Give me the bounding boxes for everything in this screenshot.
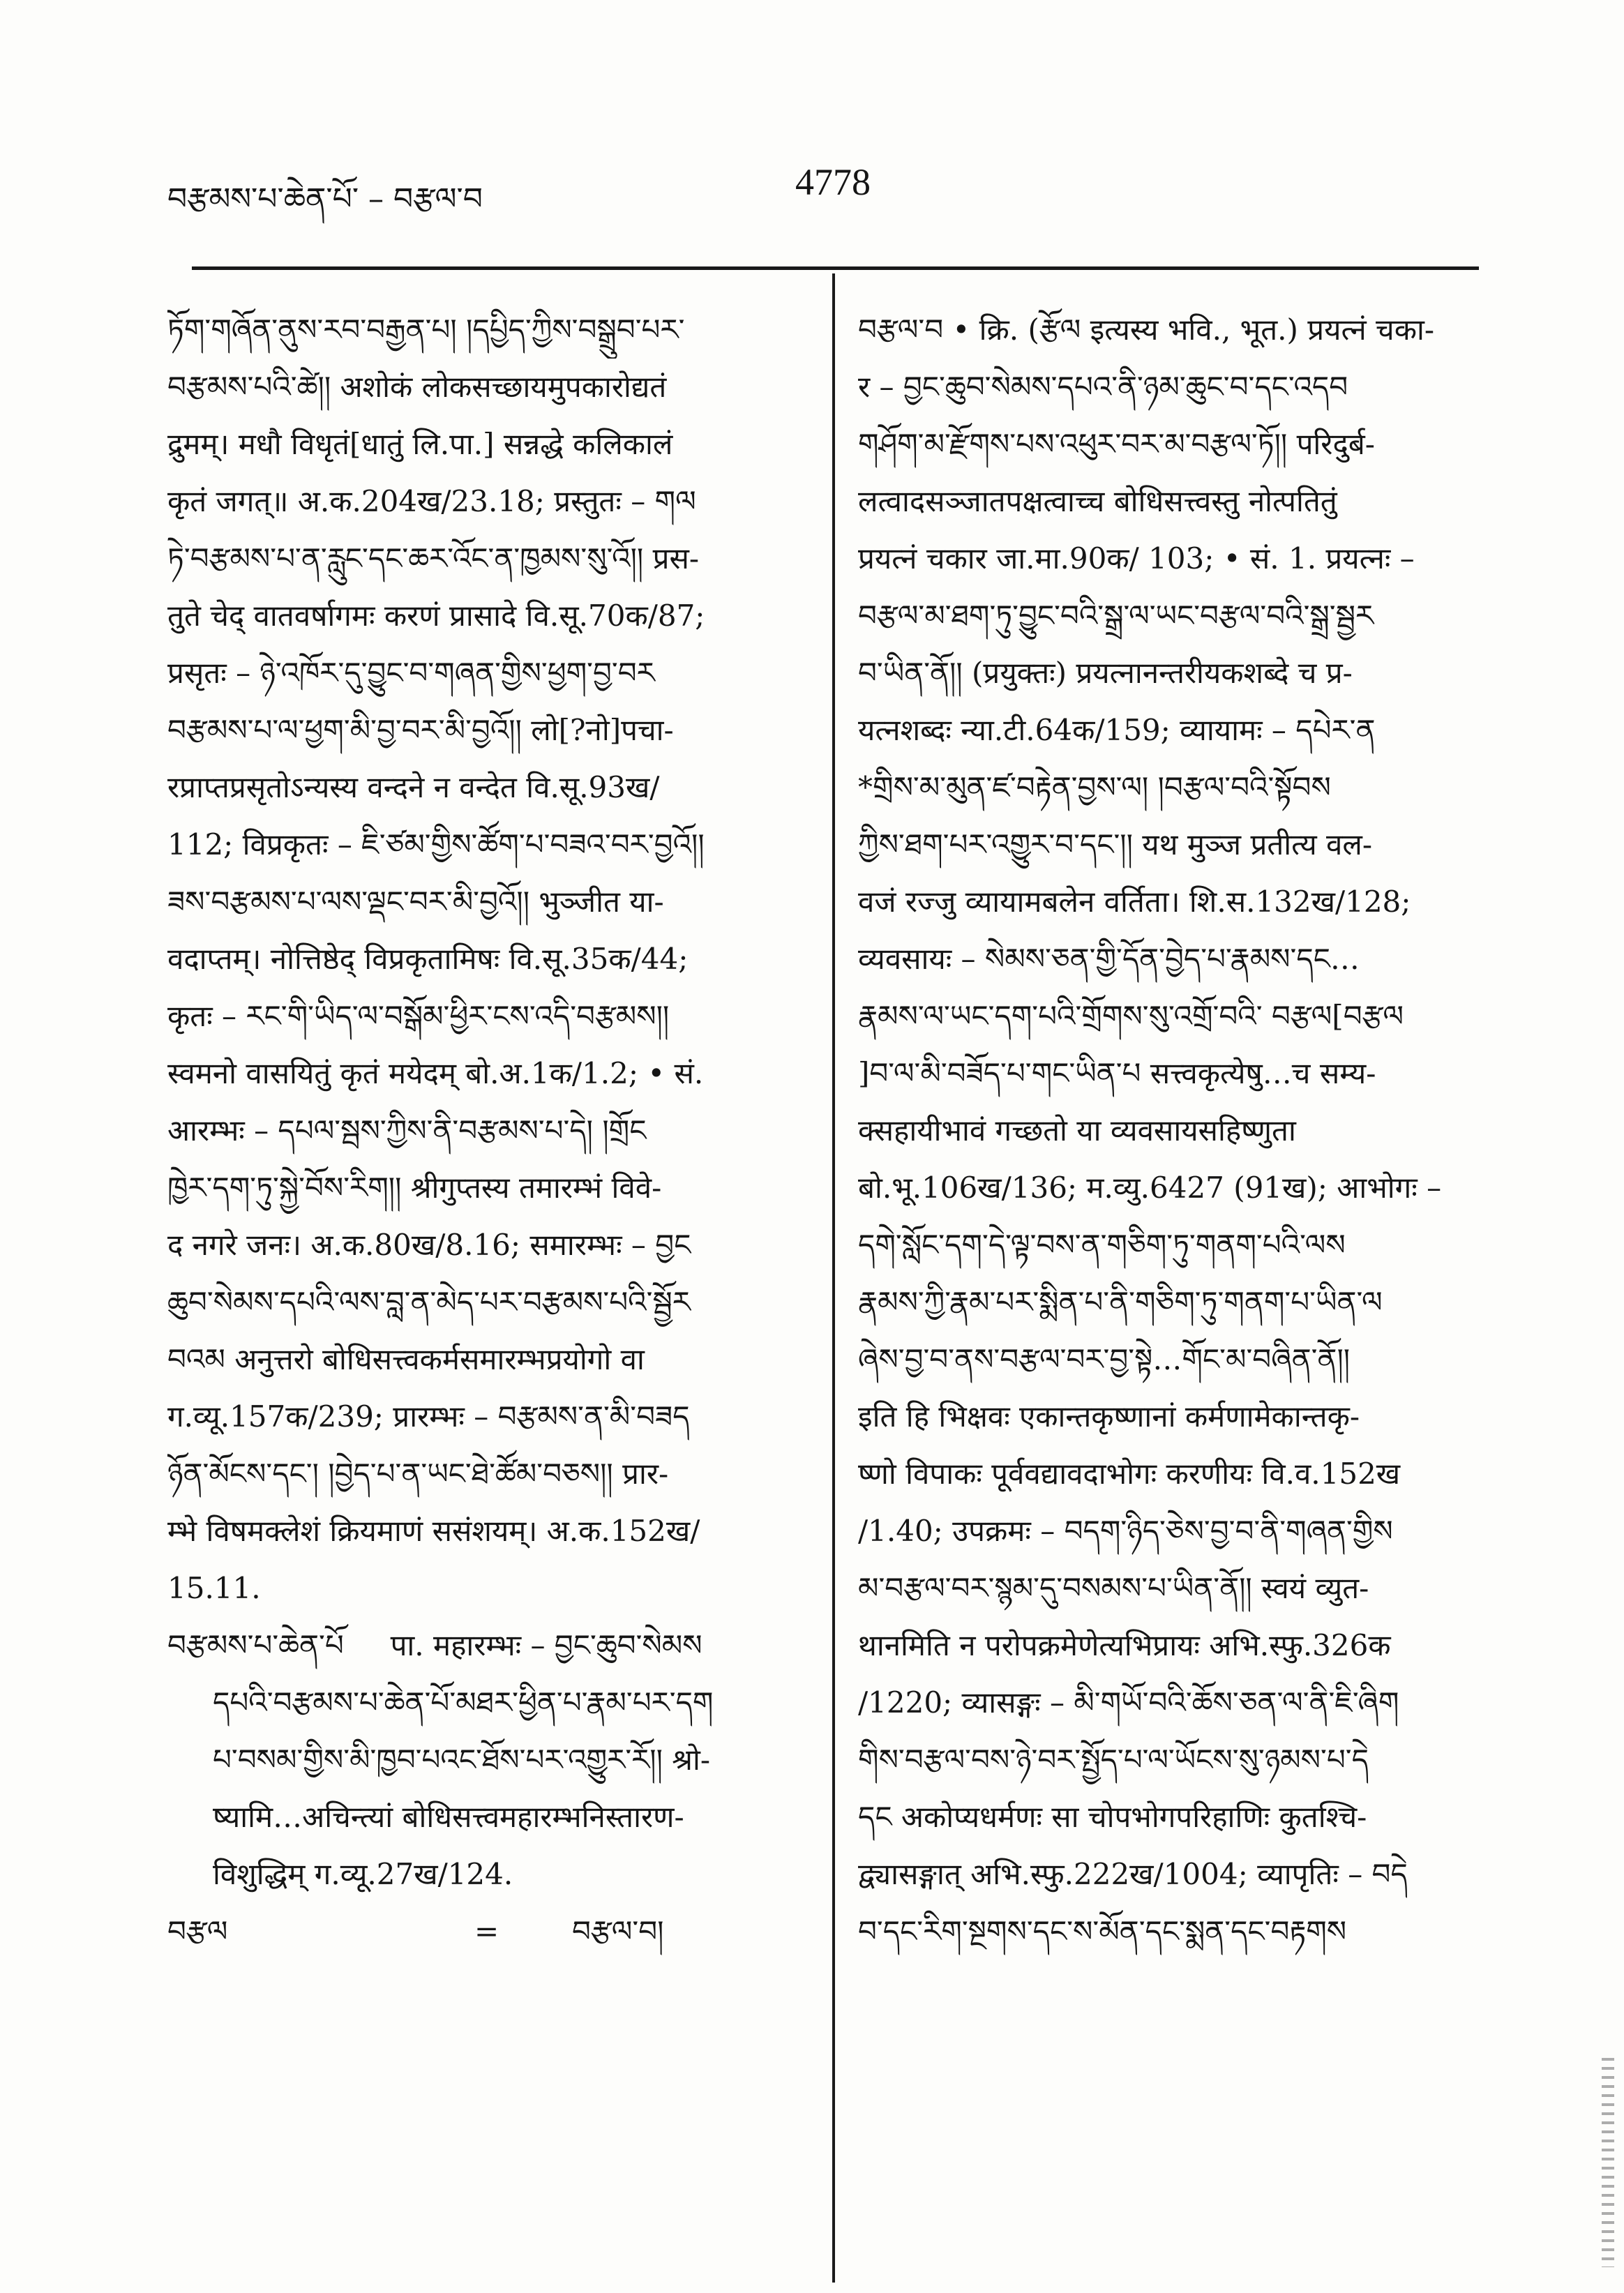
text-line: लत्वादसञ्जातपक्षत्वाच्च बोधिसत्त्वस्तु नोत्पतितुं bbox=[858, 484, 1337, 518]
header-rule bbox=[192, 266, 1479, 270]
text-line: བརྩམས་པའི་ཚེ།། अशोकं लोकसच्छायमुपकारोद्यतं bbox=[167, 370, 667, 404]
entry-headword: བརྩམས་པ་ཆེན་པོ bbox=[167, 1628, 344, 1662]
text-line: གིས་བརྩལ་བས་ཉེ་བར་སྤྱོད་པ་ལ་ཡོངས་སུ་ཉམས་པ་དེ bbox=[858, 1743, 1369, 1777]
text-line: /1220; व्यासङ्गः – མི་གཡོ་བའི་ཆོས་ཅན་ལ་ནི་ཇི་ཞིག bbox=[858, 1685, 1399, 1720]
text-line: མ་བརྩལ་བར་སྙམ་དུ་བསམས་པ་ཡིན་ནོ།། स्वयं व्युत- bbox=[858, 1571, 1369, 1605]
text-line: བརྩལ་མ་ཐག་ཏུ་བྱུང་བའི་སྒྲ་ལ་ཡང་བརྩལ་བའི་སྒྲ་སྦྱར bbox=[858, 599, 1374, 633]
text-line: आरम्भः – དཔལ་སྦས་ཀྱིས་ནི་བརྩམས་པ་དེ། །གྲོང bbox=[167, 1113, 647, 1148]
text-line: *གྲིས་མ་མུན་ཛ་བརྟེན་བྱས་ལ། །བརྩལ་བའི་སྟོབས bbox=[858, 770, 1331, 804]
scan-edge-marks bbox=[1602, 2058, 1614, 2267]
text-line: བ་ཡིན་ནོ།། (प्रयुक्तः) प्रयत्नानन्तरीयकशब्दे च प्र- bbox=[858, 656, 1353, 690]
text-line: इति हि भिक्षवः एकान्तकृष्णानां कर्मणामेकान्तकृ- bbox=[858, 1399, 1360, 1434]
text-line: 15.11. bbox=[167, 1571, 261, 1605]
text-line: ཏོག་གཞོན་ནུས་རབ་བརྒྱན་པ། །དཔྱིད་ཀྱིས་བསྒྲུབ་པར་ bbox=[167, 313, 685, 347]
text-line: ཁྱེར་དག་ཏུ་སྐྱེ་བོས་རིག།། श्रीगुप्तस्य तमारम्भं विवे- bbox=[167, 1171, 662, 1205]
left-column bbox=[167, 301, 809, 1960]
text-line: द्रुमम्। मधौ विधृतं[धातुं लि.पा.] सन्नद्धे कलिकालं bbox=[167, 427, 673, 461]
entry-line bbox=[167, 1617, 809, 1674]
text-line: वदाप्तम्। नोत्तिष्ठेद् विप्रकृतामिषः वि.सू.35क/44; bbox=[167, 942, 689, 976]
text-line: ཀྱིས་ཐག་པར་འགྱུར་བ་དང་།། यथ मुञ्ज प्रतीत्य वल- bbox=[858, 827, 1373, 862]
text-line: /1.40; उपक्रमः – བདག་ཉིད་ཅེས་བྱ་བ་ནི་གཞན་གྱིས bbox=[858, 1514, 1393, 1548]
text-line: र – བྱང་ཆུབ་སེམས་དཔའ་ནི་ཉམ་ཆུང་བ་དང་འདབ bbox=[858, 370, 1348, 404]
text-line: रप्राप्तप्रसृतोऽन्यस्य वन्दने न वन्देत वि.सू.93ख/ bbox=[167, 770, 660, 804]
text-line: प्रयत्नं चकार जा.मा.90क/ 103; • सं. 1. प्रयत्नः – bbox=[858, 541, 1415, 576]
xref-target: བརྩལ་བ། bbox=[572, 1914, 664, 1948]
text-line: ཏེ་བརྩམས་པ་ན་རླུང་དང་ཆར་འོང་ན་ཁྱམས་སུ་འོ།། प्रस- bbox=[167, 541, 700, 576]
text-line: རྣམས་ལ་ཡང་དག་པའི་གྲོགས་སུ་འགྲོ་བའི་ བརྩལ[བརྩལ bbox=[858, 999, 1404, 1033]
text-line: ]བ་ལ་མི་བཟོད་པ་གང་ཡིན་པ सत्त्वकृत्येषु…च सम्य- bbox=[858, 1056, 1376, 1090]
text-line: ཉོན་མོངས་དང་། །བྱེད་པ་ན་ཡང་ཐེ་ཚོམ་བཅས།། प्रार- bbox=[167, 1457, 669, 1491]
text-line: वजं रज्जु व्यायामबलेन वर्तिता। शि.स.132ख/128; bbox=[858, 885, 1411, 919]
text-line: ཞེས་བྱ་བ་ནས་བརྩལ་བར་བྱ་སྟེ…གོང་མ་བཞིན་ནོ།། bbox=[858, 1342, 1351, 1376]
column-divider bbox=[832, 273, 835, 2283]
text-line: དགེ་སློང་དག་དེ་ལྟ་བས་ན་གཅིག་ཏུ་གནག་པའི་ལས bbox=[858, 1228, 1346, 1262]
text-line: प्रसृतः – ཉེ་འཁོར་དུ་བྱུང་བ་གཞན་གྱིས་ཕྱག་བྱ་བར bbox=[167, 656, 655, 690]
text-line: བའམ अनुत्तरो बोधिसत्त्वकर्मसमारम्भप्रयोगो वा bbox=[167, 1342, 645, 1376]
text-line: དང अकोप्यधर्मणः सा चोपभोगपरिहाणिः कुतश्चि- bbox=[858, 1800, 1367, 1834]
text-line: བརྩམས་པ་ལ་ཕྱག་མི་བྱ་བར་མི་བྱའོ།། लो[?नो]पचा- bbox=[167, 713, 674, 747]
xref-equals: = bbox=[474, 1914, 499, 1948]
cross-reference bbox=[167, 1903, 809, 1960]
text-line: कृतः – རང་གི་ཡིད་ལ་བསྒོམ་ཕྱིར་ངས་འདི་བརྩམས།། bbox=[167, 999, 670, 1033]
xref-headword: བརྩལ bbox=[167, 1914, 228, 1948]
text-line: གཤོག་མ་རྫོགས་པས་འཕུར་བར་མ་བརྩལ་ཏོ།། परिदुर्ब- bbox=[858, 427, 1375, 461]
text-line: कृतं जगत्॥ अ.क.204ख/23.18; प्रस्तुतः – གལ bbox=[167, 484, 696, 518]
text-line: द नगरे जनः। अ.क.80ख/8.16; समारम्भः – བྱང bbox=[167, 1228, 691, 1262]
text-line: थानमिति न परोपक्रमेणेत्यभिप्रायः अभि.स्फु.326क bbox=[858, 1628, 1391, 1662]
text-line: ष्यामि…अचिन्त्यां बोधिसत्त्वमहारम्भनिस्तारण- bbox=[213, 1800, 684, 1834]
entry-continuation bbox=[167, 1674, 809, 1903]
text-line: ཟས་བརྩམས་པ་ལས་ལྡང་བར་མི་བྱའོ།། भुञ्जीत या- bbox=[167, 885, 664, 919]
entry-definition: पा. महारम्भः – བྱང་ཆུབ་སེམས bbox=[390, 1628, 702, 1662]
left-entry-text bbox=[167, 301, 809, 1617]
text-line: व्यवसायः – སེམས་ཅན་གྱི་དོན་བྱེད་པ་རྣམས་དང… bbox=[858, 942, 1360, 976]
text-line: བ་དང་རིག་སྔགས་དང་ས་མོན་དང་སྨན་དང་བརྟགས bbox=[858, 1914, 1347, 1948]
right-entry-text bbox=[858, 301, 1479, 1960]
running-header-left: བརྩམས་པ་ཆེན་པོ་ – བརྩལ་བ bbox=[167, 181, 483, 217]
text-line: དཔའི་བརྩམས་པ་ཆེན་པོ་མཐར་ཕྱིན་པ་རྣམ་པར་དག bbox=[213, 1685, 714, 1720]
text-line: 112; विप्रकृतः – ཇི་ཙམ་གྱིས་ཚོག་པ་བཟའ་བར་བྱའོ།། bbox=[167, 827, 705, 862]
text-line: པ་བསམ་གྱིས་མི་ཁྱབ་པའང་ཐོས་པར་འགྱུར་རོ།། श्रो- bbox=[213, 1743, 711, 1777]
text-line: म्भे विषमक्लेशं क्रियमाणं ससंशयम्। अ.क.152ख/ bbox=[167, 1514, 700, 1548]
text-line: बो.भू.106ख/136; म.व्यु.6427 (91ख); आभोगः – bbox=[858, 1171, 1442, 1205]
text-line: ष्णो विपाकः पूर्ववद्यावदाभोगः करणीयः वि.व.152ख bbox=[858, 1457, 1401, 1491]
text-line: विशुद्धिम् ग.व्यू.27ख/124. bbox=[213, 1857, 513, 1891]
text-line: द्व्यासङ्गात् अभि.स्फु.222ख/1004; व्यापृतिः – བདེ bbox=[858, 1857, 1408, 1891]
right-column bbox=[858, 301, 1479, 1960]
text-line: ग.व्यू.157क/239; प्रारम्भः – བརྩམས་ན་མི་བཟད bbox=[167, 1399, 690, 1434]
text-line: तुते चेद् वातवर्षागमः करणं प्रासादे वि.सू.70क/87; bbox=[167, 599, 705, 633]
text-line: स्वमनो वासयितुं कृतं मयेदम् बो.अ.1क/1.2; • सं. bbox=[167, 1056, 704, 1090]
text-line: བརྩལ་བ • क्रि. (རྩོལ इत्यस्य भवि., भूत.) प्रयत्नं चका- bbox=[858, 313, 1435, 347]
text-line: རྣམས་ཀྱི་རྣམ་པར་སྨིན་པ་ནི་གཅིག་ཏུ་གནག་པ་ཡིན་ལ bbox=[858, 1285, 1383, 1319]
text-line: ཆུབ་སེམས་དཔའི་ལས་བླ་ན་མེད་པར་བརྩམས་པའི་སྦྱོར bbox=[167, 1285, 691, 1319]
text-line: क्सहायीभावं गच्छतो या व्यवसायसहिष्णुता bbox=[858, 1113, 1296, 1148]
page-number: 4778 bbox=[795, 161, 871, 203]
text-line: यत्नशब्दः न्या.टी.64क/159; व्यायामः – དཔེར་ན bbox=[858, 713, 1376, 747]
